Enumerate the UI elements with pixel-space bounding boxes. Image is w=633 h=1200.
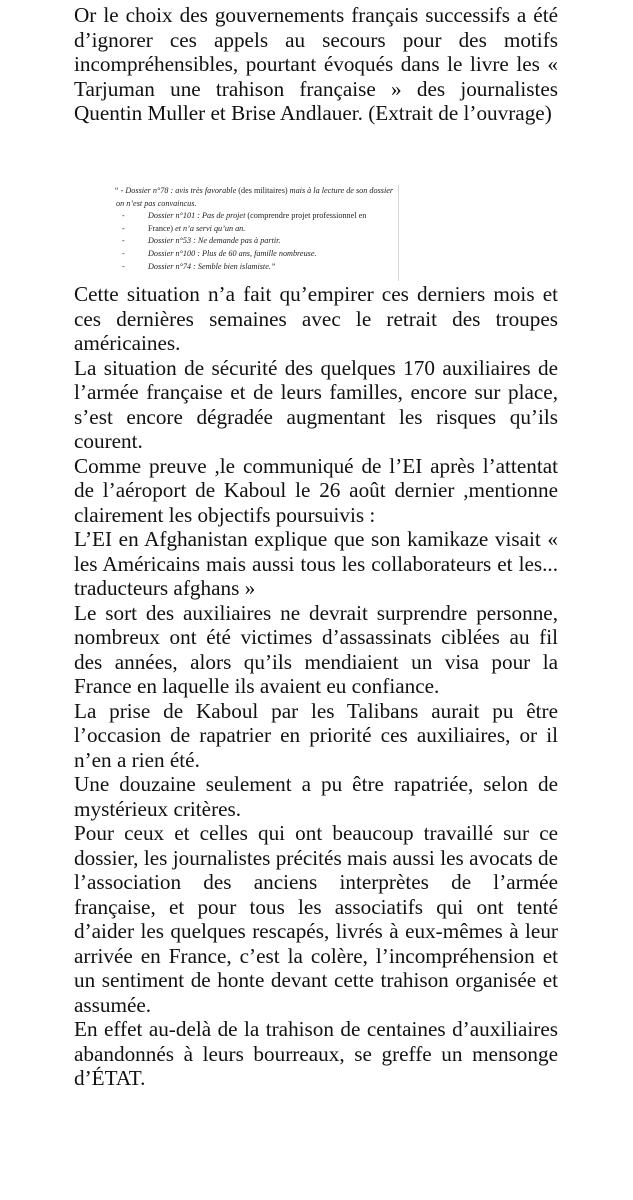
excerpt-item-label: Dossier n°53 : Ne demande pas à partir. (148, 236, 281, 246)
intro-paragraph: Or le choix des gouvernements français successifs a été d’ignorer ces appels au secours pour des motifs incompréhensibles, pourtant évoqués dans le livre les « Tarjuman une trahison française » des journalistes Quentin Muller et Brise Andlauer. (Extrait de l’ouvrage) (74, 3, 558, 125)
article-body (74, 282, 558, 1091)
excerpt-first-paren: (des militaires) (238, 186, 288, 195)
excerpt-list (98, 210, 398, 273)
article-paragraph: La situation de sécurité des quelques 170 auxiliaires de l’armée française et de leurs familles, encore sur place, s’est encore dégradée augmentant les risques qu’ils courent. (74, 355, 558, 453)
article-paragraph: Pour ceux et celles qui ont beaucoup travaillé sur ce dossier, les journalistes précités mais aussi les avocats de l’association des anciens interprètes de l’armée française, et pour tous les associatifs qui ont tenté d’aider les quelques rescapés, livrés à eux-mêmes à leur arrivée en France, c’est la colère, l’incompréhension et un sentiment de honte devant cette trahison organisée et assumée. (74, 821, 558, 1017)
excerpt-first-prefix: “ - Dossier n°78 : avis très favorable (114, 186, 237, 195)
article-paragraph: Cette situation n’a fait qu’empirer ces derniers mois et ces dernières semaines avec le retrait des troupes américaines. (74, 282, 558, 355)
excerpt-first-line (98, 185, 398, 210)
article-paragraph: L’EI en Afghanistan explique que son kamikaze visait « les Américains mais aussi tous les collaborateurs et les... traducteurs afghans » (74, 527, 558, 600)
excerpt-item-label: Dossier n°101 : Pas de projet (148, 211, 246, 221)
excerpt-item (98, 248, 398, 261)
excerpt-item (98, 210, 398, 223)
article-paragraph: Comme preuve ,le communiqué de l’EI après l’attentat de l’aéroport de Kaboul le 26 août dernier ,mentionne clairement les objectifs poursuivis : (74, 453, 558, 527)
excerpt-item-cont-paren: France) (148, 223, 174, 233)
intro-paragraph-block (74, 3, 558, 126)
article-paragraph: Une douzaine seulement a pu être rapatriée, selon de mystérieux critères. (74, 772, 558, 821)
excerpt-item (98, 261, 398, 274)
excerpt-item-continuation (98, 223, 398, 236)
excerpt-item (98, 235, 398, 248)
excerpt-item-paren: (comprendre projet professionnel en (247, 211, 367, 221)
excerpt-item-label: Dossier n°100 : Plus de 60 ans, famille nombreuse. (148, 248, 317, 258)
article-paragraph: En effet au-delà de la trahison de centaines d’auxiliaires abandonnés à leurs bourreaux, se greffe un mensonge d’ÉTAT. (74, 1017, 558, 1090)
excerpt-first-rest: mais à la lecture de son dossier on n’est pas convaincus. (116, 186, 394, 208)
excerpt-item-cont-rest: et n’a servi qu’un an. (175, 223, 246, 233)
article-paragraph: Le sort des auxiliaires ne devrait surprendre personne, nombreux ont été victimes d’assassinats ciblées au fil des années, alors qu’ils mendiaient un visa pour la France en laquelle ils avaient eu confiance. (74, 600, 558, 698)
book-excerpt-image (98, 185, 399, 281)
excerpt-item-label: Dossier n°74 : Semble bien islamiste.” (148, 261, 276, 271)
article-paragraph: La prise de Kaboul par les Talibans aurait pu être l’occasion de rapatrier en priorité ces auxiliaires, or il n’en a rien été. (74, 698, 558, 772)
